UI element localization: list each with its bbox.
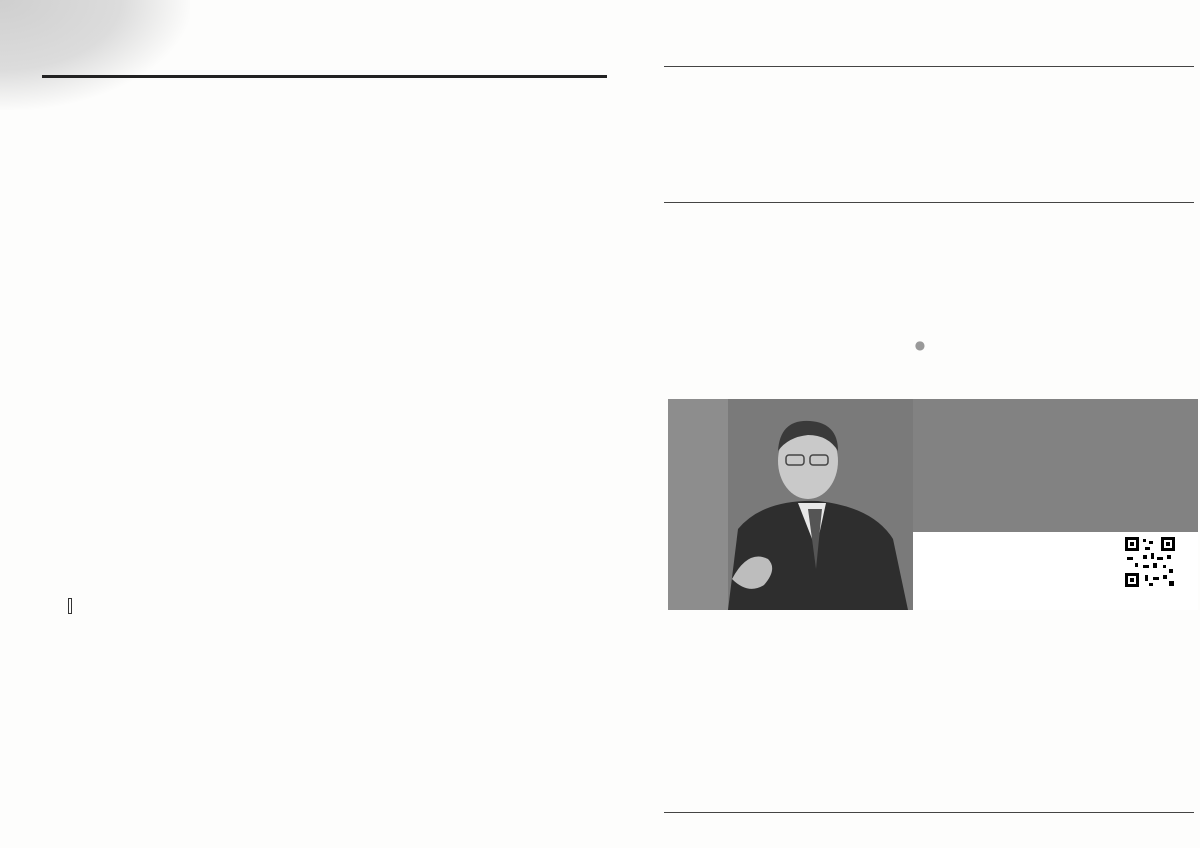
bottom-rule (664, 812, 1194, 813)
byline (660, 338, 1180, 352)
corner-shading (0, 0, 190, 110)
qa-answer (68, 596, 608, 616)
page-title (44, 28, 70, 62)
boxed-numeral (68, 598, 72, 614)
top-article-columns (664, 70, 1194, 198)
mid-rule (664, 202, 1194, 203)
portrait-illustration (668, 399, 913, 610)
bullet-icon: ● (914, 338, 926, 352)
qr-code-icon[interactable] (1123, 535, 1177, 589)
title-underline (42, 75, 607, 78)
top-rule (664, 66, 1194, 67)
profile-name (925, 536, 929, 552)
bottom-article-columns (664, 654, 1194, 806)
principal-photo (668, 399, 913, 610)
